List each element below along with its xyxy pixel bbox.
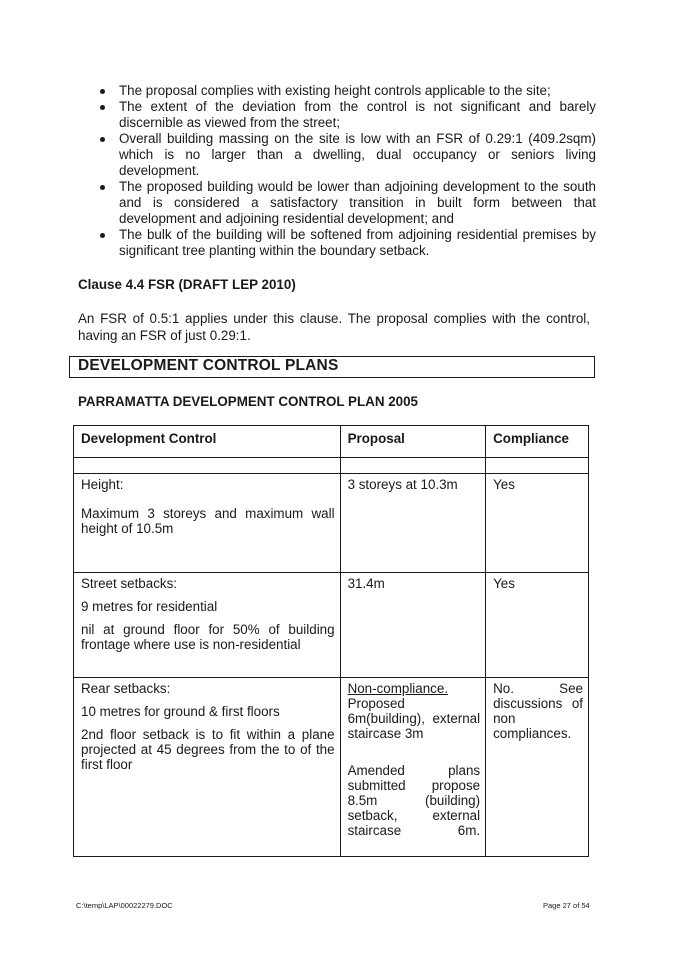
header-proposal: Proposal [340, 426, 486, 458]
header-development-control: Development Control [74, 426, 341, 458]
justification-bullet-list [96, 83, 596, 259]
clause-heading: Clause 4.4 FSR (DRAFT LEP 2010) [78, 277, 296, 292]
bullet-dot-icon [100, 185, 105, 190]
compliance-cell: Yes [486, 573, 589, 678]
section-title: DEVELOPMENT CONTROL PLANS [78, 357, 339, 374]
bullet-item: Overall building massing on the site is low with an FSR of 0.29:1 (409.2sqm) which is no larger than a dwelling, dual occupancy or seniors living development. [96, 131, 596, 179]
control-cell: Rear setbacks: 10 metres for ground & first floors 2nd floor setback is to fit within a plane projected at 45 degrees from the to of the first floor [74, 678, 341, 857]
table-row [74, 474, 589, 573]
bullet-item: The bulk of the building will be softened from adjoining residential premises by significant tree planting within the boundary setback. [96, 227, 596, 259]
compliance-cell: Yes [486, 474, 589, 573]
clause-paragraph: An FSR of 0.5:1 applies under this clause. The proposal complies with the control, having an FSR of just 0.29:1. [78, 311, 590, 343]
control-cell: Height: Maximum 3 storeys and maximum wall height of 10.5m [74, 474, 341, 573]
footer-page-number: Page 27 of 54 [543, 901, 590, 910]
compliance-cell: No. See discussions of non compliances. [486, 678, 589, 857]
bullet-item: The proposal complies with existing height controls applicable to the site; [96, 83, 596, 99]
table-row [74, 573, 589, 678]
bullet-item: The extent of the deviation from the control is not significant and barely discernible as viewed from the street; [96, 99, 596, 131]
bullet-dot-icon [100, 137, 105, 142]
table-header-row [74, 426, 589, 458]
bullet-dot-icon [100, 233, 105, 238]
proposal-cell: Non-compliance. Proposed 6m(building), external staircase 3m Amended plans submitted propose 8.5m (building) setback, external staircase 6m. [340, 678, 486, 857]
dcp-heading: PARRAMATTA DEVELOPMENT CONTROL PLAN 2005 [78, 394, 418, 409]
control-cell: Street setbacks: 9 metres for residential nil at ground floor for 50% of building frontage where use is non-residential [74, 573, 341, 678]
bullet-item: The proposed building would be lower than adjoining development to the south and is considered a satisfactory transition in built form between that development and adjoining residential development; and [96, 179, 596, 227]
table-spacer-row [74, 458, 589, 474]
proposal-cell: 3 storeys at 10.3m [340, 474, 486, 573]
proposal-cell: 31.4m [340, 573, 486, 678]
bullet-dot-icon [100, 89, 105, 94]
development-control-table [73, 425, 589, 857]
footer-file-path: C:\temp\LAP\00022279.DOC [76, 901, 173, 910]
bullet-dot-icon [100, 105, 105, 110]
header-compliance: Compliance [486, 426, 589, 458]
table-row [74, 678, 589, 857]
